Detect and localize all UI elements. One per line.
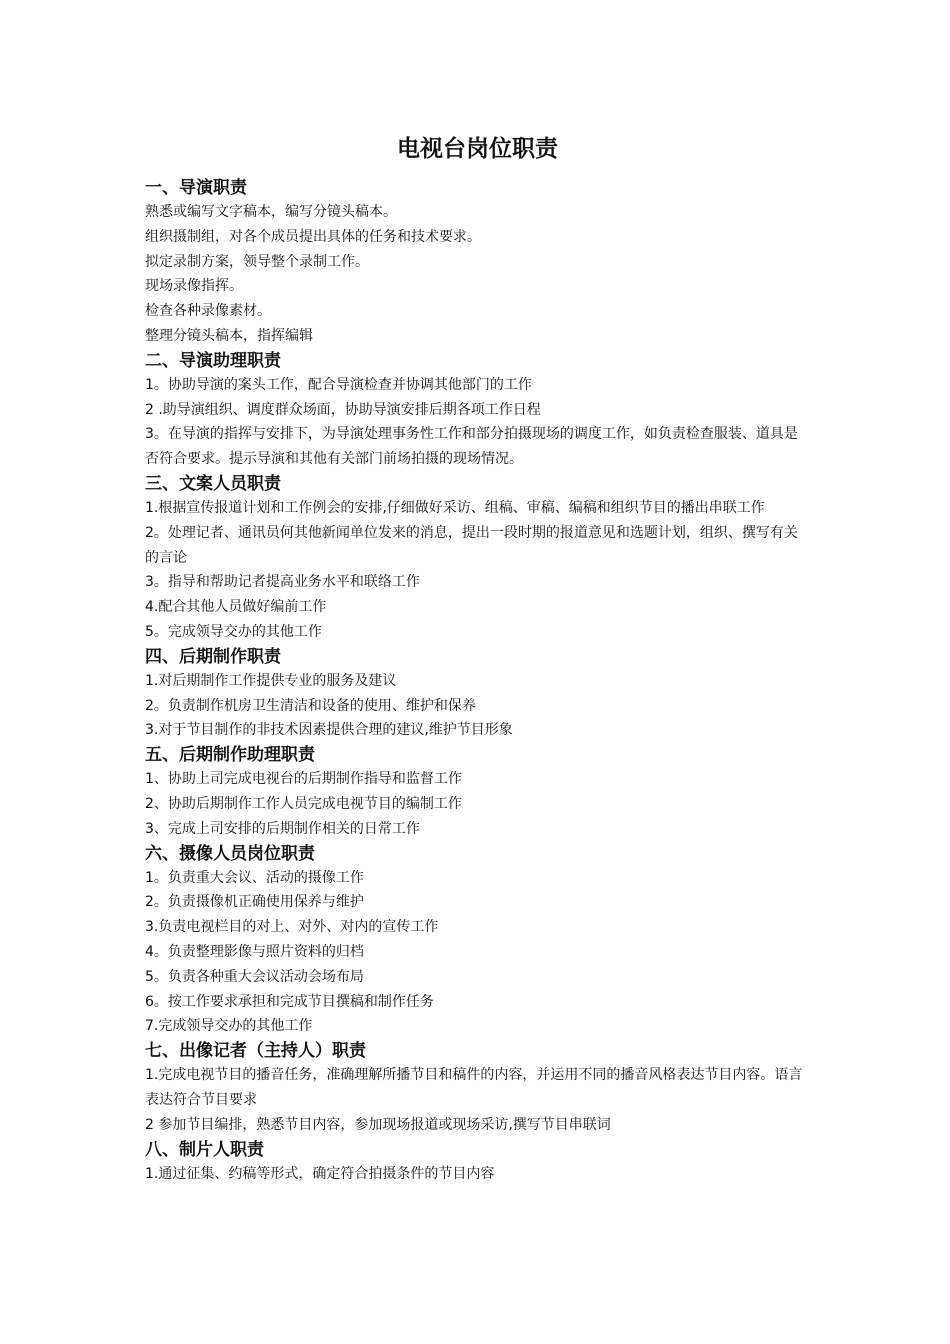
list-item: 1。协助导演的案头工作，配合导演检查并协调其他部门的工作 — [145, 376, 532, 393]
section-heading: 六、摄像人员岗位职责 — [145, 843, 315, 864]
list-item: 2。负责制作机房卫生清洁和设备的使用、维护和保养 — [145, 697, 476, 714]
list-item: 3、完成上司安排的后期制作相关的日常工作 — [145, 820, 420, 837]
section-heading: 一、导演职责 — [145, 178, 247, 198]
list-item: 2 参加节目编排，熟悉节目内容，参加现场报道或现场采访,撰写节目串联词 — [145, 1116, 611, 1133]
list-item: 组织摄制组，对各个成员提出具体的任务和技术要求。 — [145, 228, 481, 245]
list-item: 熟悉或编写文字稿本，编写分镜头稿本。 — [145, 204, 397, 220]
list-item: 3.负责电视栏目的对上、对外、对内的宣传工作 — [145, 919, 439, 936]
list-item: 7.完成领导交办的其他工作 — [145, 1018, 313, 1035]
list-item: 拟定录制方案，领导整个录制工作。 — [145, 253, 369, 270]
list-item: 5。负责各种重大会议活动会场布局 — [145, 968, 364, 985]
list-item: 1、协助上司完成电视台的后期制作指导和监督工作 — [145, 771, 462, 788]
list-item: 3.对于节目制作的非技术因素提供合理的建议,维护节目形象 — [145, 722, 513, 739]
list-item: 1.根据宣传报道计划和工作例会的安排,仔细做好采访、组稿、审稿、编稿和组织节目的播出串联工作 — [145, 499, 765, 516]
section-post-production-assistant — [145, 743, 810, 841]
section-heading: 七、出像记者（主持人）职责 — [145, 1041, 366, 1062]
list-item: 2。负责摄像机正确使用保养与维护 — [145, 894, 364, 911]
document-title: 电视台岗位职责 — [397, 136, 558, 162]
list-item: 1.通过征集、约稿等形式，确定符合拍摄条件的节目内容 — [145, 1165, 495, 1182]
list-item: 6。按工作要求承担和完成节目撰稿和制作任务 — [145, 993, 434, 1010]
list-item: 1.完成电视节目的播音任务，准确理解所播节目和稿件的内容，并运用不同的播音风格表达节目内容。语言表达符合节目要求 — [145, 1067, 803, 1108]
section-post-production — [145, 645, 810, 743]
section-heading: 三、文案人员职责 — [145, 473, 281, 494]
list-item: 2。处理记者、通讯员何其他新闻单位发来的消息，提出一段时期的报道意见和选题计划，组织、撰写有关的言论 — [145, 524, 798, 566]
list-item: 5。完成领导交办的其他工作 — [145, 623, 322, 640]
list-item: 3。指导和帮助记者提高业务水平和联络工作 — [145, 574, 420, 591]
section-heading: 五、后期制作助理职责 — [145, 745, 315, 766]
list-item: 3。在导演的指挥与安排下，为导演处理事务性工作和部分拍摄现场的调度工作，如负责检查服装、道具是否符合要求。提示导演和其他有关部门前场拍摄的现场情况。 — [145, 426, 798, 468]
section-producer — [145, 1138, 810, 1187]
section-heading: 四、后期制作职责 — [145, 646, 281, 667]
list-item: 整理分镜头稿本，指挥编辑 — [145, 327, 313, 344]
section-heading: 二、导演助理职责 — [145, 350, 281, 371]
list-item: 2 .助导演组织、调度群众场面，协助导演安排后期各项工作日程 — [145, 401, 541, 418]
section-camera-operator — [145, 842, 810, 1040]
list-item: 现场录像指挥。 — [145, 278, 243, 295]
list-item: 4。负责整理影像与照片资料的归档 — [145, 943, 364, 960]
section-copywriter — [145, 472, 810, 645]
list-item: 检查各种录像素材。 — [145, 303, 271, 320]
section-assistant-director — [145, 349, 810, 472]
list-item: 1。负责重大会议、活动的摄像工作 — [145, 869, 364, 886]
section-heading: 八、制片人职责 — [145, 1139, 264, 1160]
section-on-camera-reporter — [145, 1039, 810, 1137]
list-item: 2、协助后期制作工作人员完成电视节目的编制工作 — [145, 795, 462, 812]
list-item: 1.对后期制作工作提供专业的服务及建议 — [145, 672, 397, 689]
list-item: 4.配合其他人员做好编前工作 — [145, 599, 327, 616]
section-director — [145, 176, 810, 349]
document-page — [145, 132, 810, 1186]
